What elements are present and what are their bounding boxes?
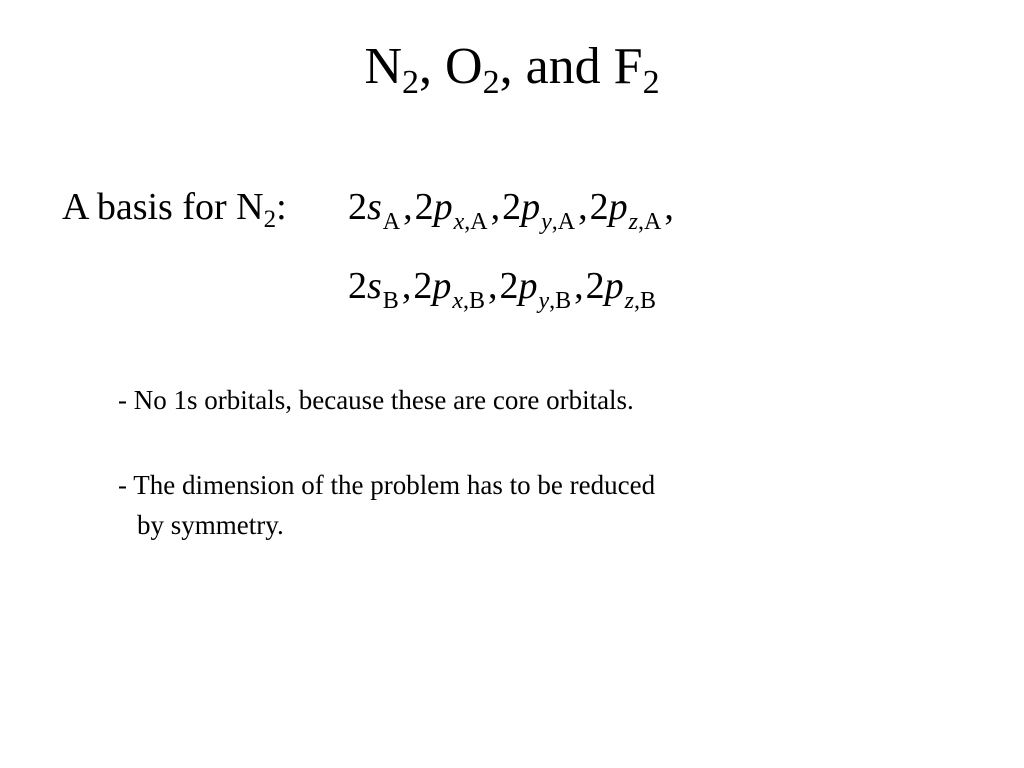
title-o2: , $O_2$ (419, 38, 500, 101)
basis-row-atom-a: $2s_A,2p_{x,A},2p_{y,A},2p_{z,A}$, (348, 186, 674, 235)
basis-term: $2p_{x,A}$ (414, 186, 488, 235)
note-core-orbitals (118, 380, 634, 420)
basis-term: $2s_B$ (348, 265, 399, 314)
basis-label: A basis for $N_2$: (62, 186, 287, 233)
title-n2: $N_2$ (364, 38, 419, 101)
note-symmetry (118, 465, 655, 545)
slide-title (0, 34, 1024, 100)
basis-term: $2p_{z,A}$ (589, 186, 662, 235)
basis-term: $2s_A$ (348, 186, 401, 235)
note-line: - No 1s orbitals, because these are core orbitals. (118, 385, 634, 415)
note-line-continued: by symmetry. (137, 510, 284, 540)
basis-term: $2p_{y,A}$ (502, 186, 576, 235)
basis-term: $2p_{x,B}$ (413, 265, 485, 314)
basis-term: $2p_{z,B}$ (585, 265, 657, 314)
row-trailing-comma: , (664, 186, 674, 228)
note-line: - The dimension of the problem has to be reduced (118, 470, 656, 500)
title-f2: , and $F_2$ (499, 38, 660, 101)
basis-row-atom-b: $2s_B,2p_{x,B},2p_{y,B},2p_{z,B}$ (348, 265, 657, 314)
basis-term: $2p_{y,B}$ (499, 265, 572, 314)
